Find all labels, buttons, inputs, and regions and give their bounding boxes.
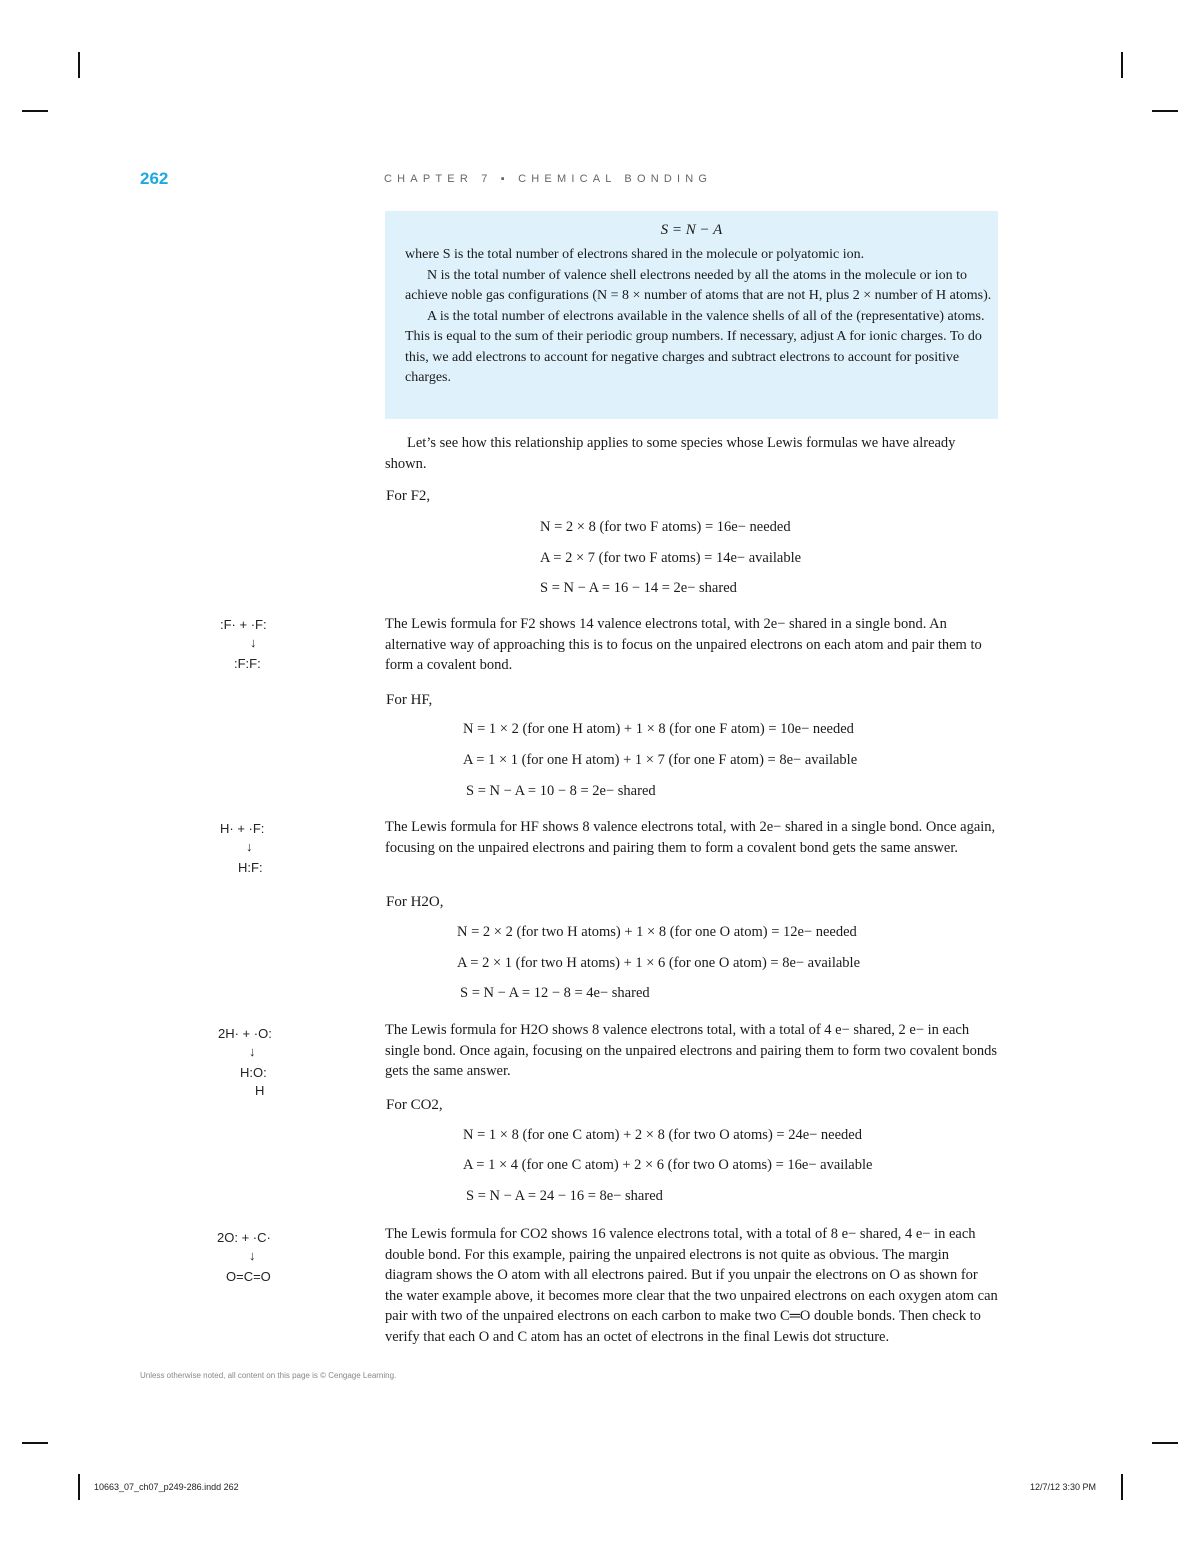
- f2-paragraph: The Lewis formula for F2 shows 14 valence electrons total, with 2e− shared in a single bond. An alternative way of approaching this is to focus on the unpaired electrons on each atom and pair them to form a covalent bond.: [385, 616, 982, 673]
- reaction-arrow: ↓: [249, 1248, 256, 1263]
- f2-heading: For F2,: [386, 488, 431, 504]
- f2-equation-n: N = 2 × 8 (for two F atoms) = 16e− needed: [540, 519, 791, 535]
- running-head: CHAPTER 7 ▪ CHEMICAL BONDING: [384, 173, 713, 185]
- box-equation: S = N − A: [660, 222, 723, 238]
- definition-s: where S is the total number of electrons shared in the molecule or polyatomic ion.: [405, 247, 865, 262]
- crop-mark: [1121, 1474, 1123, 1500]
- intro-paragraph: Let’s see how this relationship applies to some species whose Lewis formulas we have already shown.: [385, 435, 956, 472]
- h2o-equation-s: S = N − A = 12 − 8 = 4e− shared: [460, 985, 650, 1001]
- f2-lewis-reactants: :F· + ·F:: [220, 617, 267, 632]
- slug-filename: 10663_07_ch07_p249-286.indd 262: [94, 1482, 239, 1492]
- h2o-equation-a: A = 2 × 1 (for two H atoms) + 1 × 6 (for one O atom) = 8e− available: [457, 955, 861, 971]
- co2-equation-s: S = N − A = 24 − 16 = 8e− shared: [466, 1188, 663, 1204]
- definition-a: A is the total number of electrons available in the valence shells of all of the (representative) atoms. This is equal to the sum of their periodic group numbers. If necessary, adjust A for ionic charges. To do this, we add electrons to account for negative charges and subtract electrons to account for positive charges.: [405, 308, 985, 385]
- co2-heading: For CO2,: [386, 1097, 443, 1113]
- hf-heading: For HF,: [386, 692, 433, 708]
- hf-equation-a: A = 1 × 1 (for one H atom) + 1 × 7 (for one F atom) = 8e− available: [463, 752, 858, 768]
- f2-equation-s: S = N − A = 16 − 14 = 2e− shared: [540, 580, 737, 596]
- h2o-heading: For H2O,: [386, 894, 444, 910]
- h2o-paragraph: The Lewis formula for H2O shows 8 valence electrons total, with a total of 4 e− shared, 2 e− in each single bond. Once again, focusing on the unpaired electrons and pairing them to form two covalent bonds gets the same answer.: [385, 1022, 998, 1079]
- f2-lewis-product: :F:F:: [234, 656, 261, 671]
- hf-lewis-reactants: H· + ·F:: [220, 821, 265, 836]
- crop-mark: [78, 1474, 80, 1500]
- crop-mark: [1152, 110, 1178, 112]
- hf-paragraph: The Lewis formula for HF shows 8 valence electrons total, with 2e− shared in a single bond. Once again, focusing on the unpaired electrons and pairing them to form a covalent bond gets the same answer.: [385, 819, 996, 856]
- reaction-arrow: ↓: [246, 839, 253, 854]
- co2-equation-n: N = 1 × 8 (for one C atom) + 2 × 8 (for two O atoms) = 24e− needed: [463, 1127, 862, 1143]
- crop-mark: [78, 52, 80, 78]
- co2-equation-a: A = 1 × 4 (for one C atom) + 2 × 6 (for two O atoms) = 16e− available: [463, 1157, 873, 1173]
- h2o-lewis-reactants: 2H· + ·O:: [218, 1026, 272, 1041]
- h2o-lewis-product-h: H: [255, 1083, 265, 1098]
- definition-n: N is the total number of valence shell electrons needed by all the atoms in the molecule or ion to achieve noble gas configurations (N = 8 × number of atoms that are not H, plus 2 × number of H atoms).: [405, 267, 992, 303]
- co2-paragraph: The Lewis formula for CO2 shows 16 valence electrons total, with a total of 8 e− shared, 4 e− in each double bond. For this example, pairing the unpaired electrons is not quite as obvious. The margin diagram shows the O atom with all electrons paired. But if you unpair the electrons on O as shown for the water example above, it becomes more clear that the two unpaired electrons on each oxygen atom can pair with two of the unpaired electrons on each carbon to make two C═O double bonds. Then check to verify that each O and C atom has an octet of electrons in the final Lewis dot structure.: [385, 1226, 998, 1345]
- crop-mark: [1121, 52, 1123, 78]
- hf-equation-n: N = 1 × 2 (for one H atom) + 1 × 8 (for one F atom) = 10e− needed: [463, 721, 854, 737]
- definition-box: [385, 211, 998, 419]
- box-definitions: [405, 245, 995, 389]
- hf-equation-s: S = N − A = 10 − 8 = 2e− shared: [466, 783, 656, 799]
- reaction-arrow: ↓: [250, 635, 257, 650]
- f2-equation-a: A = 2 × 7 (for two F atoms) = 14e− available: [540, 550, 802, 566]
- page-number: 262: [140, 169, 169, 188]
- slug-timestamp: 12/7/12 3:30 PM: [1030, 1482, 1097, 1492]
- crop-mark: [22, 110, 48, 112]
- co2-lewis-reactants: 2O: + ·C·: [217, 1230, 271, 1245]
- copyright-footer: Unless otherwise noted, all content on this page is © Cengage Learning.: [140, 1371, 397, 1380]
- hf-lewis-product: H:F:: [238, 860, 263, 875]
- reaction-arrow: ↓: [249, 1044, 256, 1059]
- h2o-equation-n: N = 2 × 2 (for two H atoms) + 1 × 8 (for one O atom) = 12e− needed: [457, 924, 857, 940]
- co2-lewis-product: O=C=O: [226, 1269, 271, 1284]
- crop-mark: [1152, 1442, 1178, 1444]
- h2o-lewis-product: H:O:: [240, 1065, 267, 1080]
- crop-mark: [22, 1442, 48, 1444]
